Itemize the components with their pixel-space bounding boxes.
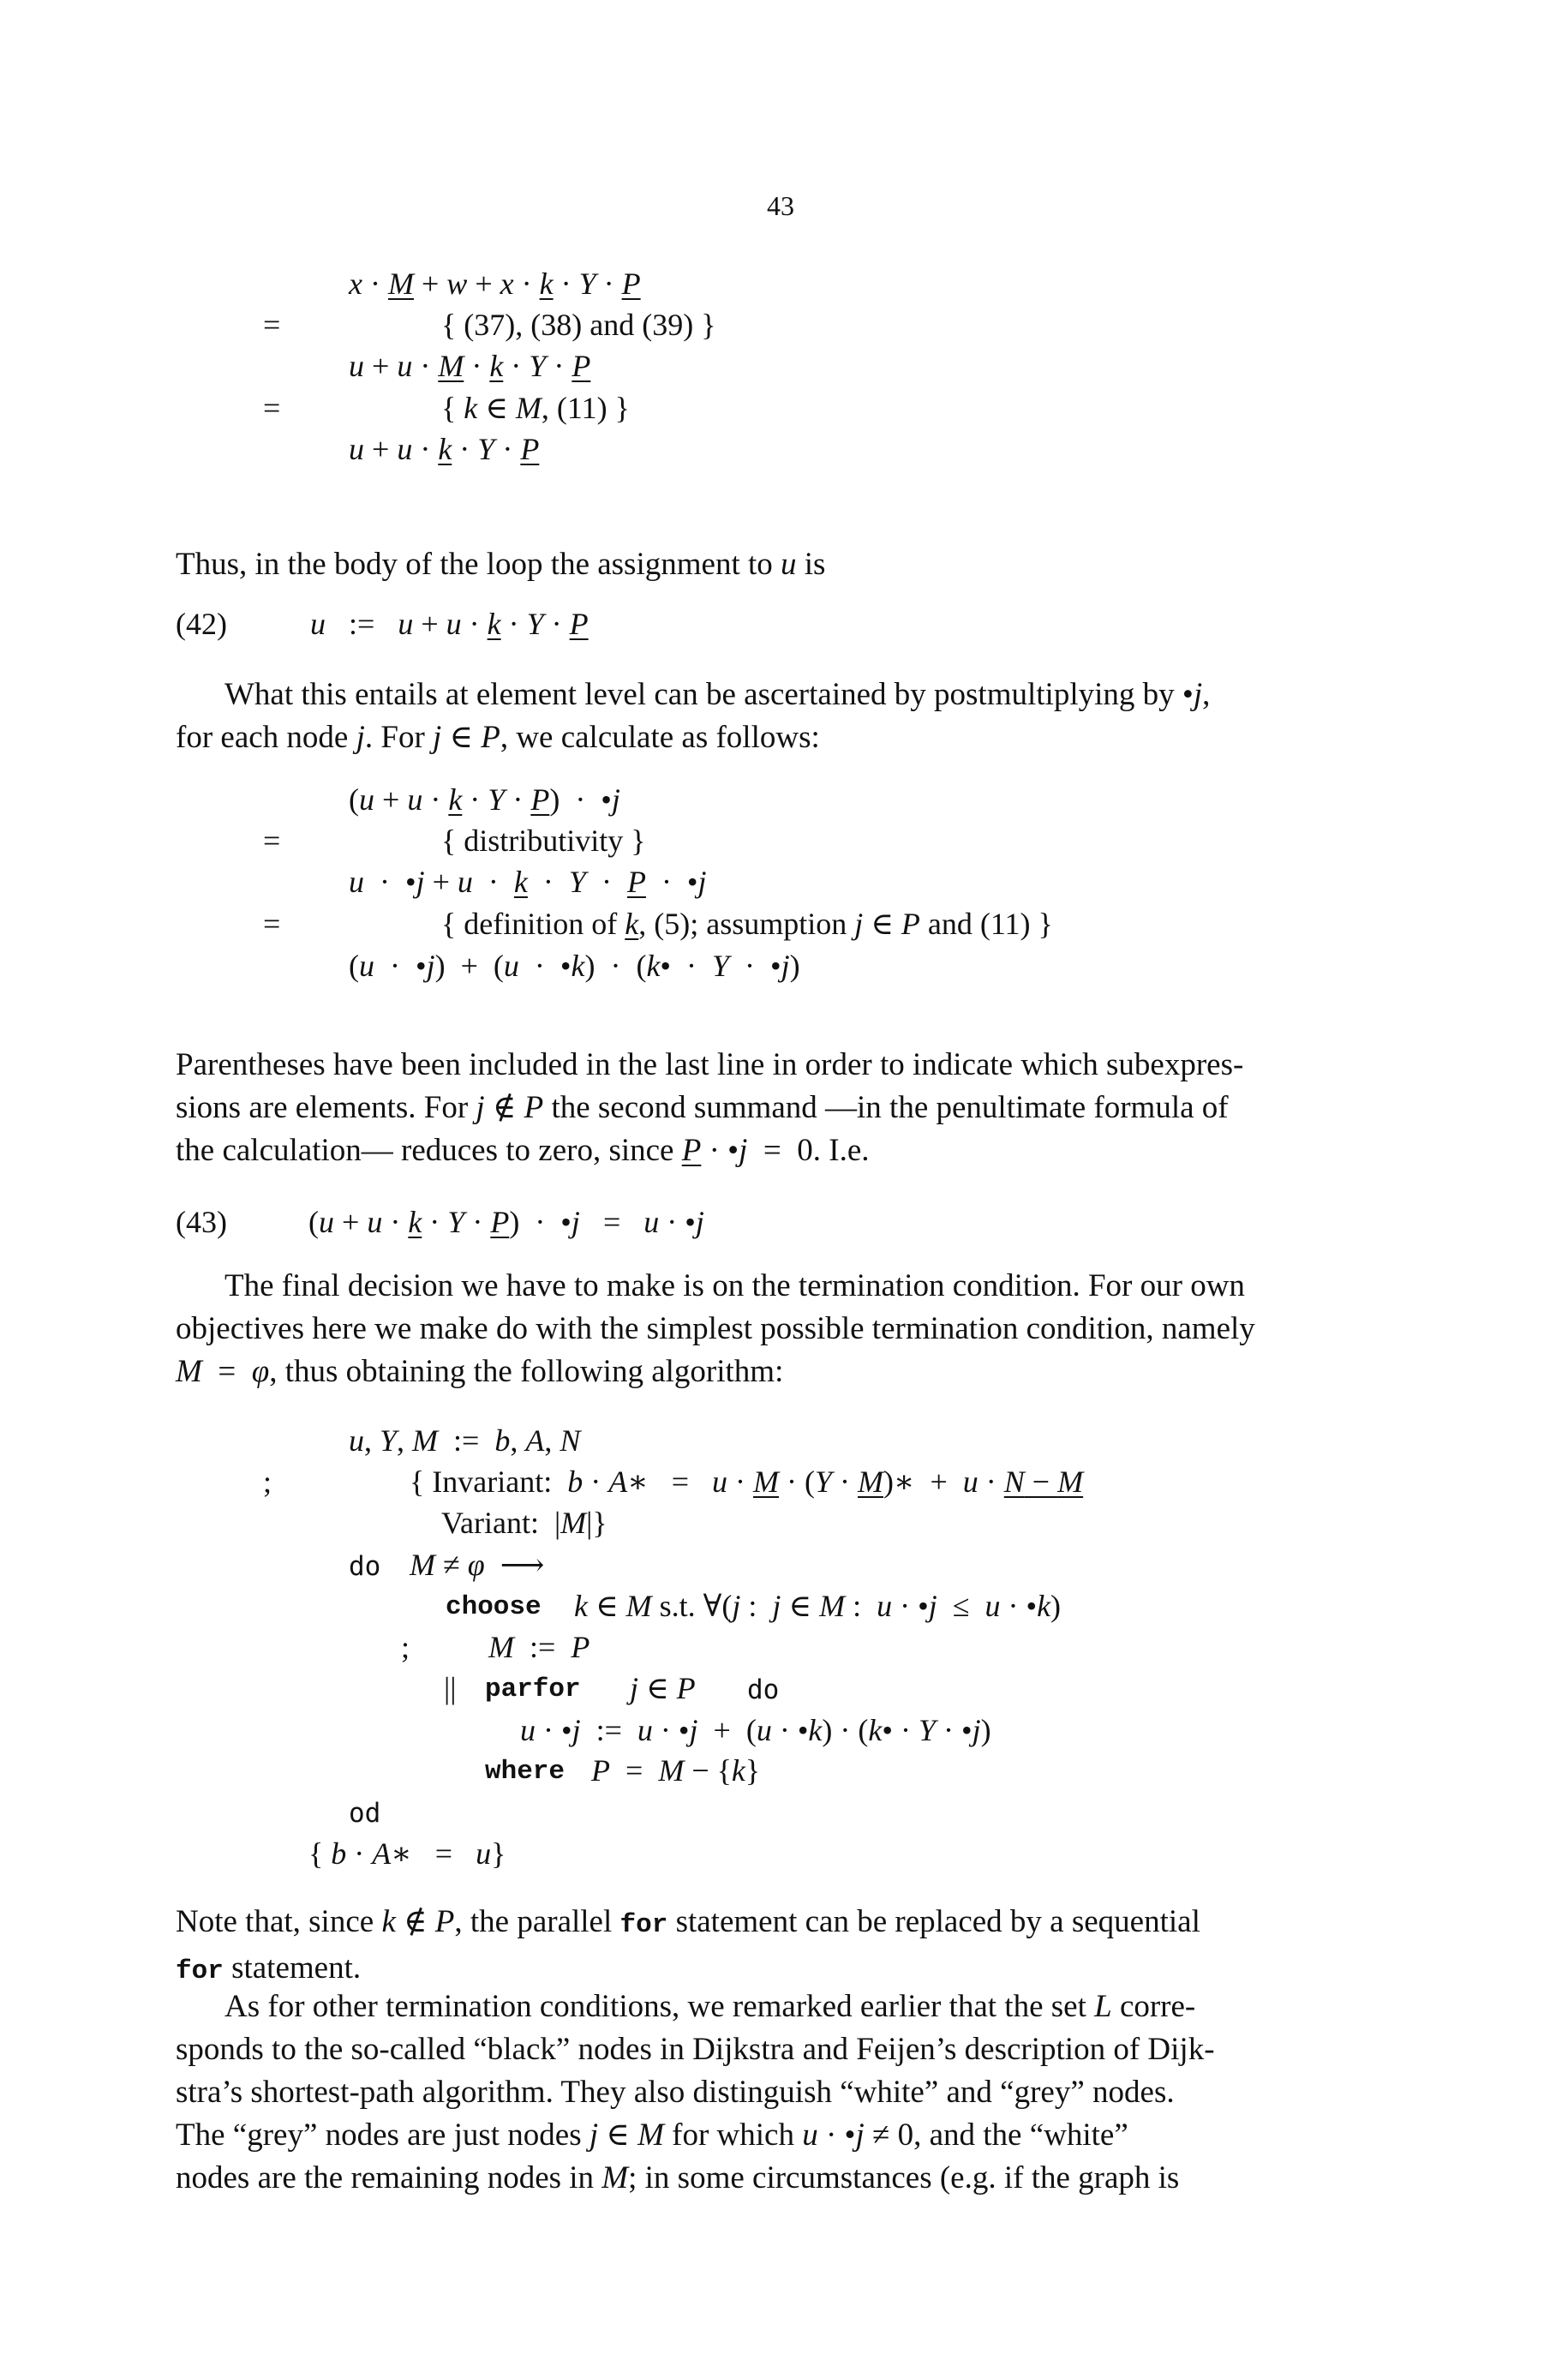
derivation-1-line-3: u + u · k · Y · P — [349, 432, 540, 466]
derivation-2-hint-2: { definition of k, (5); assumption j ∈ P and (11) } — [441, 907, 1053, 941]
algorithm-variant: Variant: |M|} — [441, 1506, 607, 1540]
paragraph-5 — [176, 1901, 1418, 1993]
equals-sign: = — [263, 824, 281, 858]
keyword-where: where — [485, 1757, 566, 1787]
keyword-for: for — [619, 1910, 668, 1940]
paragraph-5-line-2-text: statement. — [231, 1950, 362, 1986]
paragraph-3-line-1: Parentheses have been included in the last line in order to indicate which subexpres- — [176, 1047, 1244, 1082]
keyword-parfor: parfor — [485, 1674, 581, 1704]
paragraph-6-line-1: As for other termination conditions, we remarked earlier that the set L corre- — [224, 1989, 1196, 2024]
algorithm-assign: M := P — [488, 1630, 590, 1664]
keyword-do-inner: do — [747, 1674, 780, 1705]
paragraph-6 — [176, 1986, 1418, 2200]
paragraph-3-line-2: sions are elements. For j ∉ P the second summand —in the penultimate formula of — [176, 1090, 1229, 1125]
paragraph-2 — [176, 674, 1418, 759]
equation-42-body: u := u + u · k · Y · P — [310, 607, 589, 641]
paragraph-2-line-1: What this entails at element level can be ascertained by postmultiplying by •j, — [224, 677, 1211, 712]
algorithm-where-clause: P = M − {k} — [591, 1753, 761, 1788]
paragraph-6-line-2: sponds to the so-called “black” nodes in Dijkstra and Feijen’s description of Dijk- — [176, 2032, 1215, 2067]
paragraph-4-line-1: The final decision we have to make is on the termination condition. For our own — [224, 1268, 1245, 1303]
equation-42-label: (42) — [176, 607, 227, 641]
semicolon: ; — [401, 1630, 410, 1664]
equation-43-body: (u + u · k · Y · P) · •j = u · •j — [308, 1205, 704, 1239]
algorithm-invariant: { Invariant: b · A∗ = u · M · (Y · M)∗ + u · N − M — [410, 1465, 1084, 1499]
semicolon: ; — [263, 1465, 272, 1499]
equation-43-label: (43) — [176, 1205, 227, 1239]
algorithm-parfor-range: j ∈ P — [630, 1671, 696, 1705]
paragraph-3-line-3: the calculation— reduces to zero, since P · •j = 0. I.e. — [176, 1133, 870, 1168]
algorithm-choose-condition: k ∈ M s.t. ∀(j : j ∈ M : u · •j ≤ u · •k) — [574, 1589, 1062, 1623]
paragraph-3 — [176, 1044, 1418, 1172]
derivation-2-hint-1: { distributivity } — [441, 824, 646, 858]
derivation-1-line-2: u + u · M · k · Y · P — [349, 349, 591, 383]
paragraph-6-line-4: The “grey” nodes are just nodes j ∈ M for which u · •j ≠ 0, and the “white” — [176, 2117, 1128, 2153]
paragraph-4-line-2: objectives here we make do with the simplest possible termination condition, namely — [176, 1311, 1255, 1346]
derivation-2-line-3: (u · •j) + (u · •k) · (k• · Y · •j) — [349, 949, 800, 983]
keyword-do: do — [349, 1551, 381, 1582]
paragraph-2-line-2: for each node j. For j ∈ P, we calculate as follows: — [176, 720, 820, 755]
paragraph-1: Thus, in the body of the loop the assignment to u is — [176, 547, 826, 582]
paragraph-5-line-1: Note that, since k ∉ P, the parallel for statement can be replaced by a sequential — [176, 1904, 1200, 1940]
derivation-1-hint-1: { (37), (38) and (39) } — [441, 308, 716, 342]
keyword-od: od — [349, 1798, 381, 1829]
parallel-bars: || — [444, 1671, 457, 1705]
paragraph-4-line-3: M = φ, thus obtaining the following algorithm: — [176, 1354, 784, 1389]
keyword-choose: choose — [446, 1592, 542, 1622]
page-number: 43 — [767, 190, 794, 221]
derivation-1-line-1: x · M + w + x · k · Y · P — [349, 267, 641, 301]
keyword-for: for — [176, 1956, 224, 1986]
algorithm-init: u, Y, M := b, A, N — [349, 1423, 581, 1458]
equals-sign: = — [263, 907, 281, 941]
paragraph-6-line-5: nodes are the remaining nodes in M; in some circumstances (e.g. if the graph is — [176, 2160, 1180, 2195]
derivation-2-line-1: (u + u · k · Y · P) · •j — [349, 782, 620, 817]
algorithm-guard: M ≠ φ ⟶ — [410, 1548, 545, 1582]
derivation-1-hint-2: { k ∈ M, (11) } — [441, 391, 630, 425]
equals-sign: = — [263, 391, 281, 425]
paragraph-4 — [176, 1265, 1418, 1393]
equals-sign: = — [263, 308, 281, 342]
algorithm-postcondition: { b · A∗ = u} — [308, 1836, 506, 1871]
derivation-2-line-2: u · •j + u · k · Y · P · •j — [349, 865, 707, 899]
algorithm-update: u · •j := u · •j + (u · •k) · (k• · Y · •j) — [520, 1713, 991, 1747]
paragraph-6-line-3: stra’s shortest-path algorithm. They also distinguish “white” and “grey” nodes. — [176, 2075, 1175, 2110]
